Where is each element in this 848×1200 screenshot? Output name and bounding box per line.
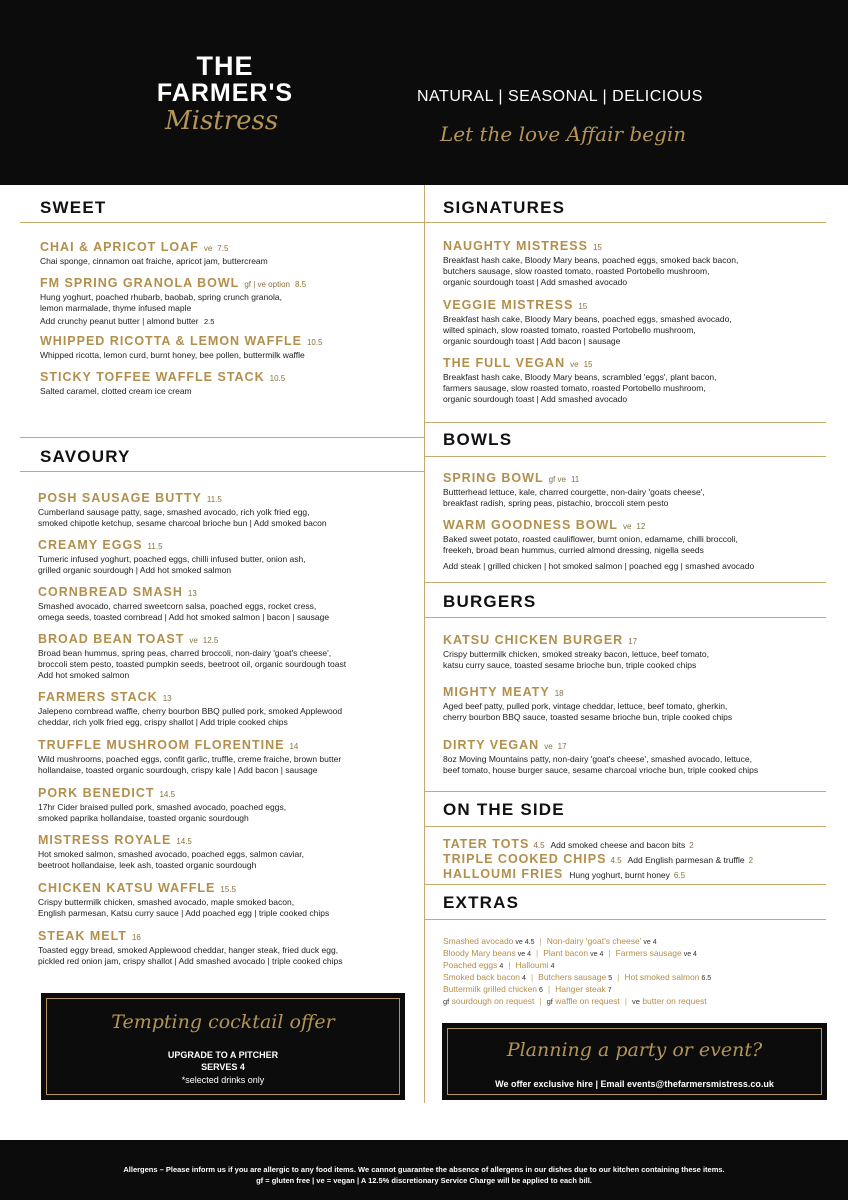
section-title-on-the-side: ON THE SIDE (443, 800, 565, 819)
item-name: STICKY TOFFEE WAFFLE STACK (40, 370, 265, 384)
party-script: Planning a party or event? (506, 1039, 763, 1061)
item-desc: Toasted eggy bread, smoked Applewood cheddar, hanger steak, fried duck egg, (38, 945, 339, 955)
item-desc: wilted spinach, slow roasted tomato, roasted Portobello mushroom, (443, 325, 696, 335)
item-desc: hollandaise, toasted organic sourdough, crispy kale | Add bacon | sausage (38, 765, 318, 775)
tagline-script: Let the love Affair begin (440, 122, 687, 146)
item-desc: 8oz Moving Mountains patty, non-dairy 'goat's cheese', smashed avocado, lettuce, (443, 754, 752, 764)
divider (425, 582, 826, 583)
party-event-box (442, 1023, 827, 1100)
extra-price: 4 (499, 963, 504, 970)
cocktail-line-1: UPGRADE TO A PITCHER (167, 1050, 279, 1060)
extra-item: Hanger steak (555, 984, 606, 994)
menu-item (38, 585, 418, 623)
item-desc: organic sourdough toast | Add smashed avocado (443, 277, 628, 287)
item-price: 17 (557, 742, 567, 751)
column-divider (424, 185, 425, 1103)
item-name: SPRING BOWL (443, 471, 544, 485)
item-desc: beetroot hollandaise, leek ash, toasted organic sourdough (38, 860, 257, 870)
item-name: PORK BENEDICT (38, 786, 155, 800)
item-desc: Aged beef patty, pulled pork, vintage cheddar, lettuce, beef tomato, gherkin, (443, 701, 728, 711)
tagline: NATURAL | SEASONAL | DELICIOUS (417, 88, 703, 105)
item-desc: freekeh, broad bean hummus, curried almond dressing, nigella seeds (443, 545, 704, 555)
section-title-extras: EXTRAS (443, 893, 520, 912)
item-desc: katsu curry sauce, toasted sesame brioche bun, triple cooked chips (443, 660, 697, 670)
menu-item (38, 881, 418, 919)
item-price: 14.5 (176, 837, 192, 846)
legend-note: gf = gluten free | ve = vegan | A 12.5% discretionary Service Charge will be applied to each bill. (256, 1176, 592, 1185)
item-price: 15.5 (220, 885, 236, 894)
extra-price: 6.5 (701, 975, 712, 982)
item-desc: Cumberland sausage patty, sage, smashed avocado, rich yolk fried egg, (38, 507, 310, 517)
item-name: WARM GOODNESS BOWL (443, 518, 618, 532)
menu-item (38, 738, 418, 776)
extra-tag: gf (546, 997, 553, 1006)
menu-item (38, 632, 418, 681)
extra-price: ve 4 (517, 951, 531, 958)
side-price: 4.5 (610, 856, 622, 865)
menu-item (40, 370, 420, 397)
item-price: 15 (583, 360, 593, 369)
side-addon-price: 6.5 (673, 871, 686, 880)
extra-item: Hot smoked salmon (624, 972, 700, 982)
extra-price: 7 (607, 987, 612, 994)
item-desc: pickled red onion jam, crispy shallot | Add smashed avocado | triple cooked chips (38, 956, 343, 966)
item-name: STEAK MELT (38, 929, 127, 943)
item-price: 12.5 (202, 636, 219, 645)
item-price: 13 (162, 694, 172, 703)
item-price: 17 (628, 637, 638, 646)
cocktail-line-2: SERVES 4 (201, 1062, 245, 1072)
item-price: 11.5 (206, 495, 222, 504)
extra-price: 4 (522, 975, 526, 982)
item-price: 13 (187, 589, 197, 598)
item-name: BROAD BEAN TOAST (38, 632, 185, 646)
extra-item: sourdough on request (451, 996, 535, 1006)
item-price: 16 (131, 933, 141, 942)
footer (0, 1140, 848, 1200)
extra-item: Smoked back bacon (443, 972, 521, 982)
item-desc: Wild mushrooms, poached eggs, confit garlic, truffle, creme fraiche, brown butter (38, 754, 342, 764)
logo-line-2: FARMER'S (156, 79, 294, 107)
menu-item (40, 276, 420, 327)
divider (425, 456, 826, 457)
item-desc: Hung yoghurt, poached rhubarb, baobab, spring crunch granola, (40, 292, 282, 302)
divider (425, 617, 826, 618)
item-desc: 17hr Cider braised pulled pork, smashed avocado, poached eggs, (38, 802, 287, 812)
extra-price: 4 (550, 963, 555, 970)
side-addon: Hung yoghurt, burnt honey (569, 870, 670, 880)
menu-item (443, 356, 823, 405)
item-desc: Jalepeno cornbread waffle, cherry bourbon BBQ pulled pork, smoked Applewood (38, 706, 343, 716)
extra-item: Halloumi (515, 960, 549, 970)
party-line-1: We offer exclusive hire | Email events@thefarmersmistress.co.uk (495, 1079, 774, 1089)
menu-item (443, 685, 823, 723)
side-addon-price: 2 (748, 856, 754, 865)
menu-item (40, 334, 420, 361)
side-addon: Add smoked cheese and bacon bits (550, 840, 686, 850)
extra-item: Smashed avocado (443, 936, 514, 946)
item-desc: Salted caramel, clotted cream ice cream (40, 386, 192, 396)
extra-price: 5 (608, 975, 613, 982)
item-desc: cherry bourbon BBQ sauce, toasted sesame brioche bun, triple cooked chips (443, 712, 733, 722)
item-price: 15 (592, 243, 602, 252)
menu-item (443, 738, 823, 776)
menu-item (38, 833, 418, 871)
section-title-bowls: BOWLS (443, 430, 513, 449)
divider (20, 471, 424, 472)
item-desc: Hot smoked salmon, smashed avocado, poached eggs, salmon caviar, (38, 849, 305, 859)
extras-list: Smashed avocado ve 4.5 | Non-dairy 'goat's cheese' ve 4 Bloody Mary beans ve 4 | Plant bacon ve 4 | Farmers sausage ve 4 Poached eggs 4 | Halloumi 4 Smoked back bacon 4 | Butchers sausage 5 | Hot smoked salmon 6.5 Buttermilk grilled chicken 6 | Hanger steak 7 gf sourdough on request | gf waffle on request | ve butter on request (443, 936, 712, 1006)
item-desc: organic sourdough toast | Add smashed avocado (443, 394, 628, 404)
menu-item (38, 491, 418, 529)
extra-price: ve 4 (590, 951, 604, 958)
item-name: NAUGHTY MISTRESS (443, 239, 588, 253)
divider (425, 222, 826, 223)
item-desc: Add hot smoked salmon (38, 670, 130, 680)
item-name: FARMERS STACK (38, 690, 158, 704)
menu-item (40, 240, 420, 267)
item-desc: Tumeric infused yoghurt, poached eggs, chilli infused butter, onion ash, (38, 554, 306, 564)
extra-item: Bloody Mary beans (443, 948, 516, 958)
item-diet: ve (544, 742, 553, 751)
item-price: 8.5 (294, 280, 307, 289)
item-price: 10.5 (306, 338, 323, 347)
item-desc: Whipped ricotta, lemon curd, burnt honey, bee pollen, buttermilk waffle (40, 350, 305, 360)
extra-item: Plant bacon (543, 948, 589, 958)
menu-item (443, 633, 823, 671)
extra-price: 6 (539, 987, 543, 994)
logo-line-1: THE (196, 51, 254, 81)
cocktail-script: Tempting cocktail offer (111, 1011, 335, 1033)
item-price: 14 (289, 742, 299, 751)
item-diet: ve (189, 636, 198, 645)
extra-item: Non-dairy 'goat's cheese' (546, 936, 642, 946)
extra-price: ve 4 (643, 939, 657, 946)
divider (425, 919, 826, 920)
item-name: POSH SAUSAGE BUTTY (38, 491, 202, 505)
menu-item (443, 471, 823, 509)
section-title-sweet: SWEET (40, 198, 107, 217)
item-price: 7.5 (217, 244, 229, 253)
divider (20, 222, 424, 223)
divider (425, 422, 826, 423)
menu-item (443, 239, 823, 288)
cocktail-offer-box (41, 993, 405, 1100)
item-desc: Breakfast hash cake, Bloody Mary beans, poached eggs, smoked back bacon, (443, 255, 739, 265)
item-desc: smoked chipotle ketchup, sesame charcoal brioche bun | Add smoked bacon (38, 518, 327, 528)
item-desc: Chai sponge, cinnamon oat fraiche, apricot jam, buttercream (40, 256, 268, 266)
menu-item (443, 518, 823, 556)
item-diet: ve (622, 522, 632, 531)
section-title-burgers: BURGERS (443, 592, 537, 611)
logo-script: Mistress (165, 106, 279, 136)
item-name: FM SPRING GRANOLA BOWL (40, 276, 240, 290)
side-name: TATER TOTS (443, 837, 530, 851)
extra-item: Butchers sausage (538, 972, 607, 982)
item-diet: gf ve (548, 475, 566, 484)
menu-item (38, 786, 418, 824)
allergens-note: Allergens – Please inform us if you are allergic to any food items. We cannot guarantee the absence of allergens in our dishes due to our kitchen containing these items. (123, 1165, 725, 1174)
item-name: DIRTY VEGAN (443, 738, 540, 752)
item-name: WHIPPED RICOTTA & LEMON WAFFLE (40, 334, 302, 348)
item-desc: Breakfast hash cake, Bloody Mary beans, scrambled 'eggs', plant bacon, (443, 372, 717, 382)
header (0, 0, 848, 185)
item-addon-price: 2.5 (204, 317, 215, 326)
item-name: CHICKEN KATSU WAFFLE (38, 881, 216, 895)
item-price: 10.5 (269, 374, 286, 383)
divider (425, 884, 826, 885)
item-name: CHAI & APRICOT LOAF (40, 240, 199, 254)
side-addon-price: 2 (689, 841, 694, 850)
item-desc: cheddar, rich yolk fried egg, crispy shallot | Add triple cooked chips (38, 717, 288, 727)
divider (425, 826, 826, 827)
divider (425, 791, 826, 792)
bowls-addon: Add steak | grilled chicken | hot smoked salmon | poached egg | smashed avocado (443, 561, 755, 571)
menu-item (38, 690, 418, 728)
item-desc: Broad bean hummus, spring peas, charred broccoli, non-dairy 'goat's cheese', (38, 648, 332, 658)
item-name: MISTRESS ROYALE (38, 833, 172, 847)
cocktail-line-3: *selected drinks only (181, 1075, 265, 1085)
item-price: 18 (554, 689, 564, 698)
side-item (443, 865, 685, 883)
logo (145, 52, 305, 107)
side-price: 4.5 (533, 841, 545, 850)
item-desc: organic sourdough toast | Add bacon | sausage (443, 336, 621, 346)
item-price: 11.5 (147, 542, 163, 551)
item-desc: broccoli stem pesto, toasted pumpkin seeds, beetroot oil, organic sourdough toast (38, 659, 347, 669)
item-desc: English parmesan, Katsu curry sauce | Add poached egg | triple cooked chips (38, 908, 330, 918)
item-name: MIGHTY MEATY (443, 685, 550, 699)
item-name: KATSU CHICKEN BURGER (443, 633, 624, 647)
extra-tag: ve (632, 997, 640, 1006)
menu-item (38, 538, 418, 576)
menu-item (38, 929, 418, 967)
item-desc: omega seeds, toasted cornbread | Add hot smoked salmon | bacon | sausage (38, 612, 330, 622)
item-desc: farmers sausage, slow roasted tomato, roasted Portobello mushroom, (443, 383, 706, 393)
item-price: 12 (636, 522, 646, 531)
item-price: 14.5 (159, 790, 176, 799)
extra-price: ve 4 (683, 951, 697, 958)
item-name: VEGGIE MISTRESS (443, 298, 574, 312)
extra-item: butter on request (642, 996, 707, 1006)
extra-item: Buttermilk grilled chicken (443, 984, 538, 994)
item-desc: Buttterhead lettuce, kale, charred courgette, non-dairy 'goats cheese', (443, 487, 705, 497)
item-desc: Baked sweet potato, roasted cauliflower, burnt onion, edamame, chilli broccoli, (443, 534, 738, 544)
item-name: THE FULL VEGAN (443, 356, 566, 370)
item-desc: Crispy buttermilk chicken, smoked streaky bacon, lettuce, beef tomato, (443, 649, 709, 659)
side-name: HALLOUMI FRIES (443, 867, 564, 881)
item-desc: Smashed avocado, charred sweetcorn salsa, poached eggs, rocket cress, (38, 601, 317, 611)
item-addon: Add crunchy peanut butter | almond butter (40, 316, 199, 326)
item-name: TRUFFLE MUSHROOM FLORENTINE (38, 738, 285, 752)
section-title-signatures: SIGNATURES (443, 198, 566, 217)
extra-tag: gf (443, 997, 450, 1006)
item-desc: Crispy buttermilk chicken, smashed avocado, maple smoked bacon, (38, 897, 295, 907)
item-desc: breakfast radish, spring peas, pistachio, broccoli stem pesto (443, 498, 669, 508)
item-desc: beef tomato, house burger sauce, sesame charcoal vrioche bun, triple cooked chips (443, 765, 759, 775)
item-diet: ve (570, 360, 579, 369)
item-price: 11 (570, 475, 580, 484)
extra-item: Farmers sausage (615, 948, 682, 958)
item-desc: lemon marmalade, thyme infused maple (40, 303, 192, 313)
divider (20, 437, 424, 438)
extra-item: waffle on request (555, 996, 620, 1006)
item-name: CREAMY EGGS (38, 538, 143, 552)
side-name: TRIPLE COOKED CHIPS (443, 852, 607, 866)
item-desc: smoked paprika hollandaise, toasted organic sourdough (38, 813, 249, 823)
extra-item: Poached eggs (443, 960, 498, 970)
item-diet: ve (203, 244, 213, 253)
item-desc: butchers sausage, slow roasted tomato, roasted Portobello mushroom, (443, 266, 710, 276)
item-desc: Breakfast hash cake, Bloody Mary beans, poached eggs, smashed avocado, (443, 314, 732, 324)
item-name: CORNBREAD SMASH (38, 585, 183, 599)
item-desc: grilled organic sourdough | Add hot smoked salmon (38, 565, 232, 575)
menu-item (443, 298, 823, 347)
section-title-savoury: SAVOURY (40, 447, 131, 466)
item-diet: gf | ve option (244, 280, 290, 289)
extra-price: ve 4.5 (515, 939, 535, 946)
side-addon: Add English parmesan & truffle (627, 855, 745, 865)
item-price: 15 (578, 302, 588, 311)
